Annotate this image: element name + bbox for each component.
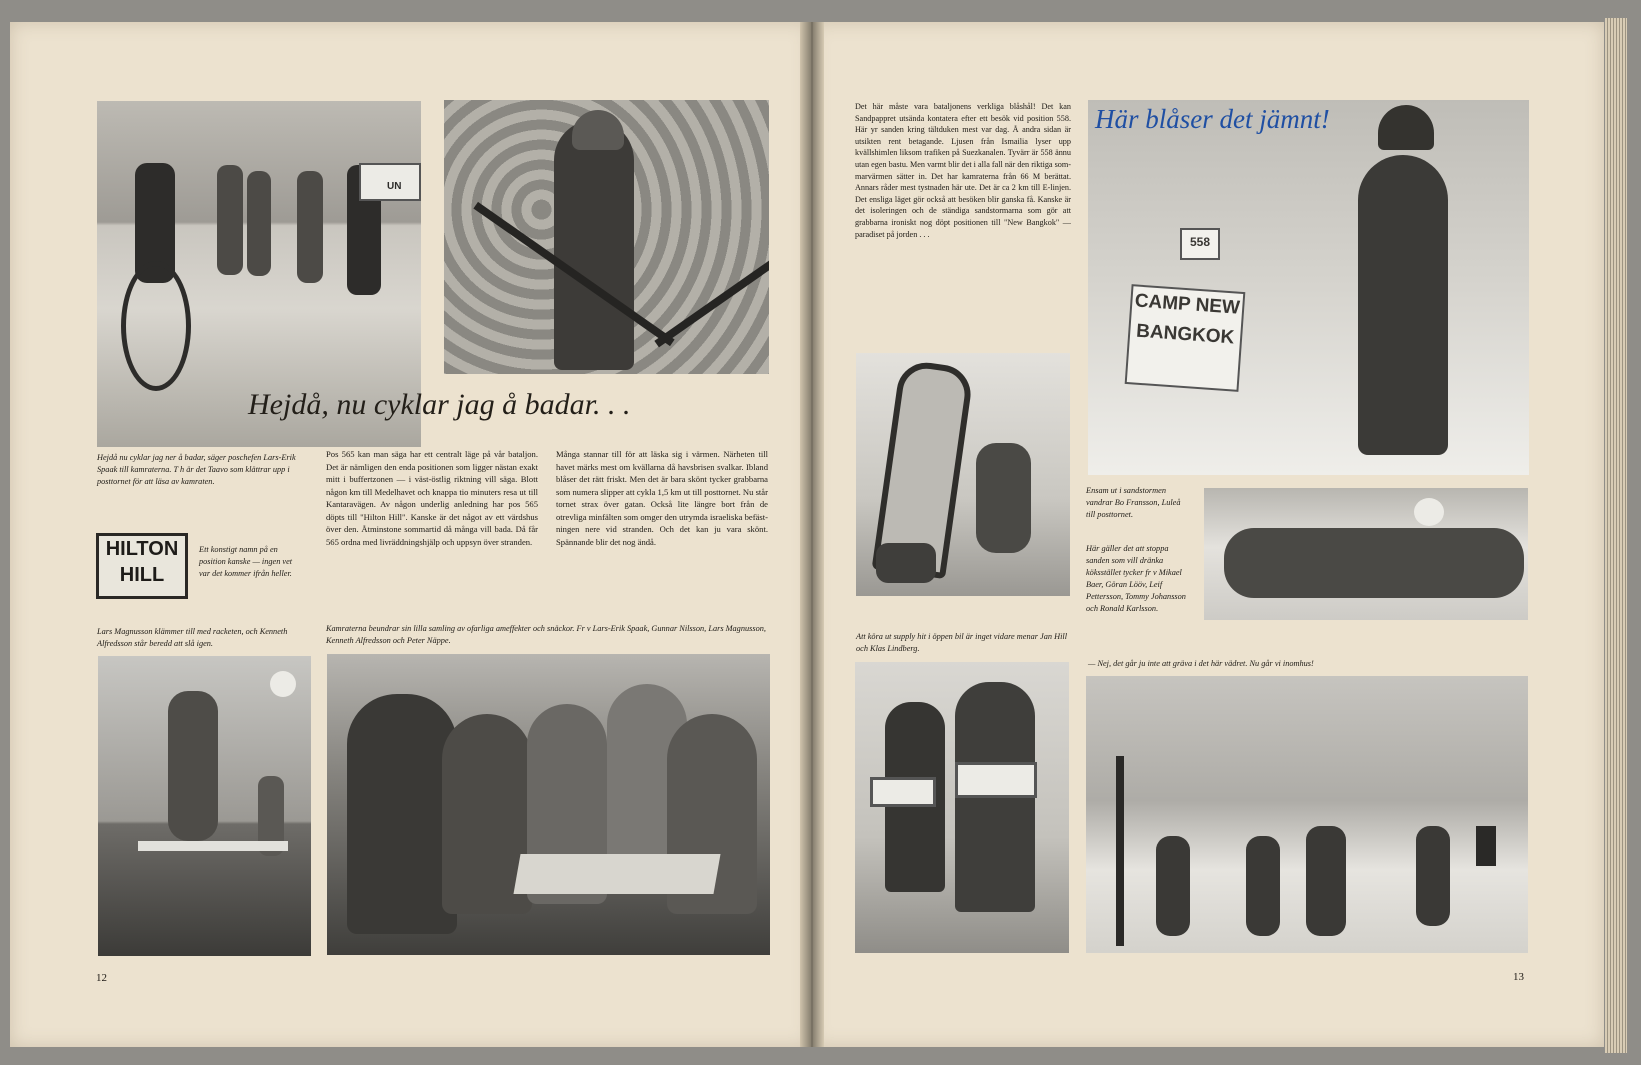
caption-hilton: Ett konstigt namn på en position kanske — ingen vet var det kommer ifrån heller. [199,545,293,578]
photo-sandstorm-digging [1086,676,1528,953]
page-number-left: 12 [96,972,107,984]
page-number-right: 13 [1513,971,1524,983]
photo-camp-new-bangkok [1088,100,1529,475]
article-column-2: Många stannar till för att läska sig i värmen. Närheten till havet märks mest om kvällarna då havsbrisen svalkar. Ibland blåser det rätt friskt. Men det är bara skönt tycker grabbarna som numera slipper att cykla 1,5 km ut till posttornet. Nu står tornet strax över gatan. Också lite längre bort från de otrevliga minfälten som omger den utrymda israeliska befästningen nere vid stranden. Och det kan ju vara skönt. Spännande blir det nog ändå. [556,449,768,547]
caption-storm: Ensam ut i sandstormen vandrar Bo Fransson, Luleå till posttornet. [1086,486,1181,519]
position-558-sign: 558 [1180,228,1220,260]
caption-stove: Här gäller det att stoppa sanden som vill dränka köksstället tycker fr v Mikael Baer, Göran Lööv, Leif Pettersson, Tommy Johansson och Ronald Karlsson. [1086,544,1186,613]
article-right-top: Det här måste vara bataljonens verkliga blåshål! Det kan Sandpappret utsända kontatera efter ett besök vid position 558. Här yr sanden kring tältduken mest var dag. Å andra sidan är utsikten rent betagande. Ljusen från Ismailia lyser upp kvällshimlen liksom trafiken på Suezkanalen. Tyvärr är 558 ännu utan egen bastu. Men varmt blir det i alla fall när den riktiga sommarvärmen sätter in. Det har kamraterna från 66 M berättat. Annars råder mest tystnaden här ute. Det är ca 2 km till E-linjen. Det ensliga läget gör också att besöken blir ganska få. Kanske är det isoleringen och de ständiga sandstormarna som gör att grabbarna ironiskt nog döpt positionen till "New Bangkok" — paradiset på jorden . . . [855,102,1072,239]
page-edges [1605,18,1627,1053]
photo-friends-table [327,654,770,955]
photo-tennis [98,656,311,956]
photo-group-by-tent [1204,488,1528,620]
camp-new-bangkok-sign: CAMP NEW BANGKOK [1125,284,1246,392]
left-page-title: Hejdå, nu cyklar jag å badar. . . [248,388,631,421]
caption-wind: — Nej, det går ju inte att gräva i det här vädret. Nu går vi inomhus! [1088,659,1314,668]
spine-gutter [800,22,824,1047]
caption-racket: Lars Magnusson klämmer till med racketen, och Kenneth Alfredsson står beredd att slå igen. [97,627,288,648]
caption-friends: Kamraterna beundrar sin lilla samling av ofarliga ameffekter och snäckor. Fr v Lars-Erik Spaak, Gunnar Nilsson, Lars Magnusson, Kenneth Alfredsson och Peter Näppe. [326,624,766,645]
article-column-1: Pos 565 kan man säga har ett centralt läge på vår bataljon. Det är nämligen den enda positionen som ligger nästan exakt mitt i buffertzonen — i väst-östlig riktning vill säga. Blott någon km till Medelhavet och knappa tio minuters resa ut till Kantaravägen. Av någon underlig anledning har pos 565 döpts till "Hilton Hill". Kanske är det något av ett värdshus över den. Åtminstone sommartid då många vill bada. Då får 565 ordna med livräddningshjälp och uppsyn över stranden. [326,449,538,547]
caption-supply: Att köra ut supply hit i öppen bil är inget vidare menar Jan Hill och Klas Lindberg. [856,632,1068,653]
vehicle-un-label: UN [387,181,402,192]
photo-climbing-tower [444,100,769,374]
hilton-hill-sign: HILTON HILL [96,533,188,599]
caption-bicycle: Hejdå nu cyklar jag ner å badar, säger poschefen Lars-Erik Spaak till kamraterna. T h är det Taavo som klättrar upp i posttornet för att läsa av kamraten. [97,453,296,486]
photo-supply-crates [855,662,1069,953]
right-page-title: Här blåser det jämnt! [1095,104,1330,134]
photo-stove-sand [856,353,1070,596]
